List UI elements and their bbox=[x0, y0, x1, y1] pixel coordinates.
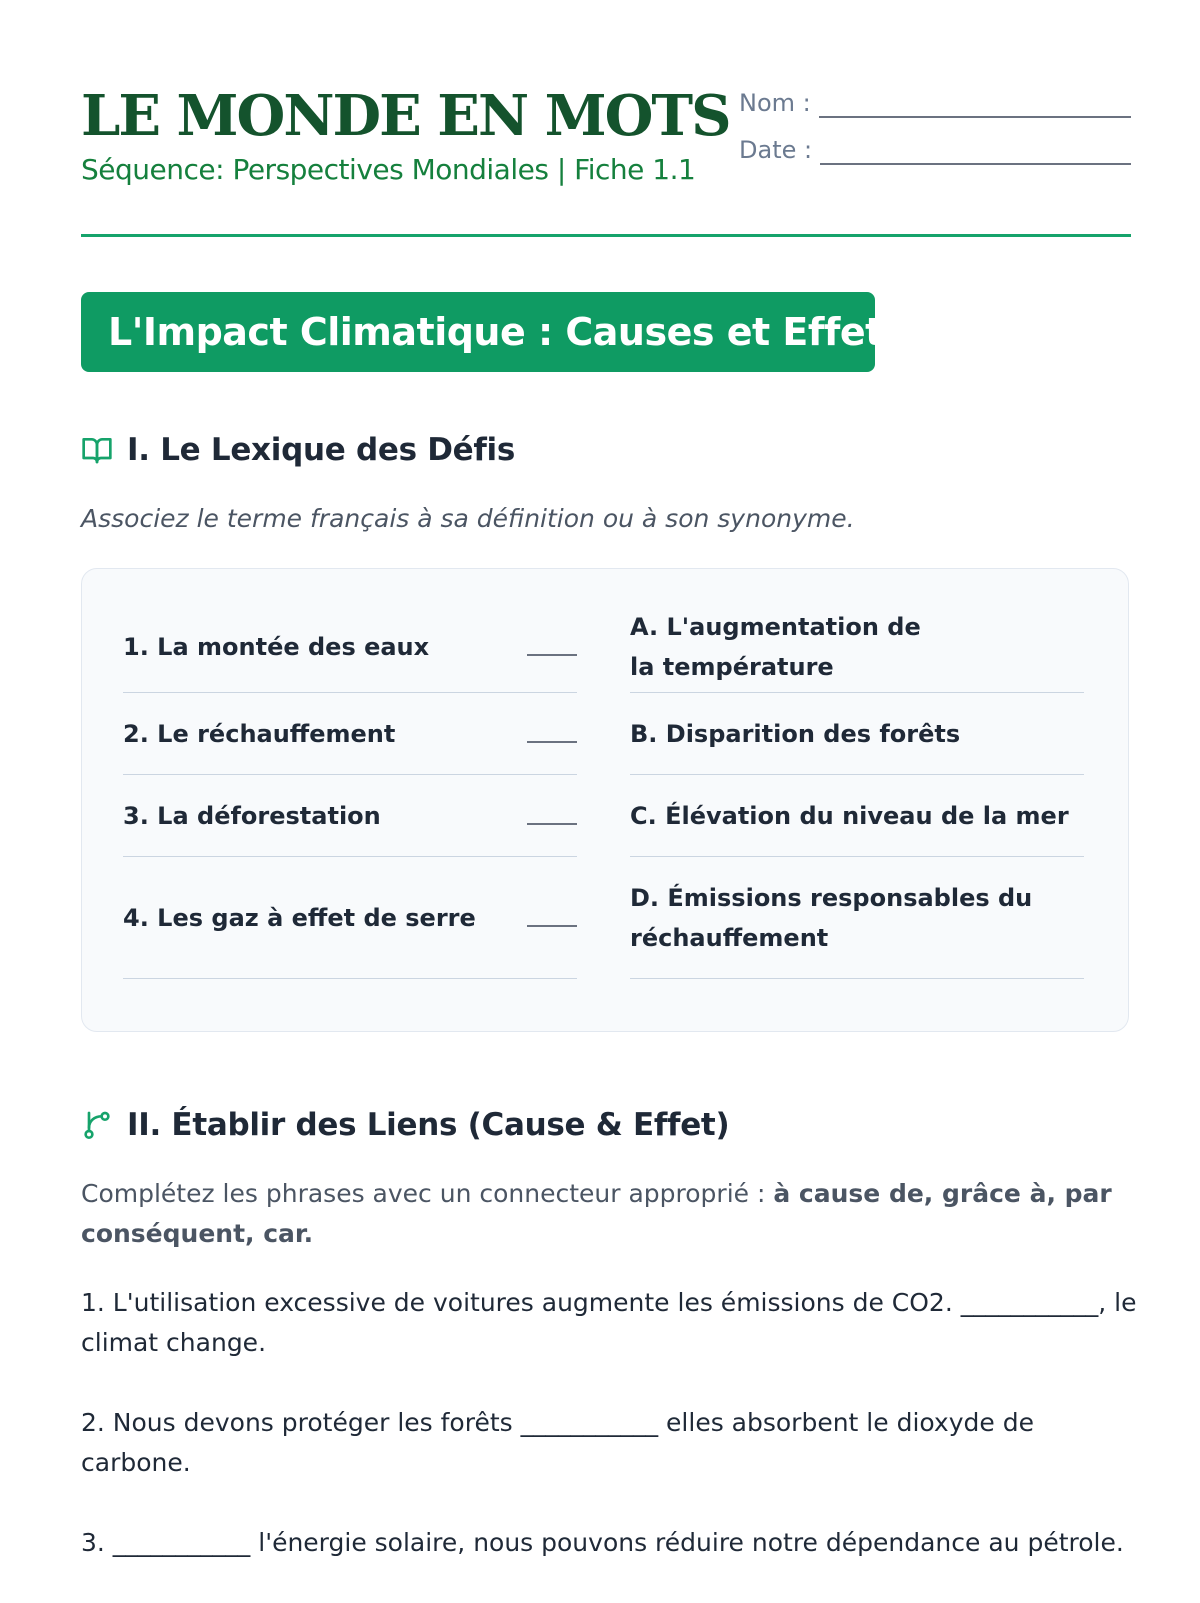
header-divider bbox=[81, 234, 1131, 237]
brand-title: LE MONDE EN MOTS bbox=[81, 83, 730, 149]
term-label: 1. La montée des eaux bbox=[123, 632, 430, 661]
sequence-subtitle: Séquence: Perspectives Mondiales | Fiche 1.1 bbox=[81, 153, 696, 186]
term-label: 4. Les gaz à effet de serre bbox=[123, 903, 476, 932]
date-field[interactable] bbox=[739, 135, 1131, 165]
answer-blank[interactable] bbox=[527, 654, 577, 656]
topic-title: L'Impact Climatique : Causes et Effets bbox=[108, 310, 905, 354]
name-field[interactable] bbox=[739, 88, 1131, 118]
term-label: 2. Le réchauffement bbox=[123, 719, 396, 748]
topic-banner bbox=[81, 292, 905, 372]
open-book-icon bbox=[81, 434, 113, 466]
answer-blank[interactable] bbox=[527, 925, 577, 927]
matching-instructions: Associez le terme français à sa définition ou à son synonyme. bbox=[81, 504, 855, 533]
connector-instructions bbox=[81, 1174, 1141, 1254]
definition-label: D. Émissions responsables du réchauffement bbox=[630, 883, 1033, 952]
worksheet-header bbox=[81, 84, 1131, 238]
connector-list: à cause de, grâce à, par conséquent, car. bbox=[81, 1179, 1112, 1248]
section-liens-heading bbox=[81, 1105, 729, 1145]
definition-row bbox=[630, 857, 1084, 979]
term-row bbox=[123, 601, 577, 693]
definition-row bbox=[630, 601, 1084, 693]
name-line[interactable] bbox=[819, 94, 1131, 118]
section-liens-title: II. Établir des Liens (Cause & Effet) bbox=[127, 1107, 730, 1143]
date-line[interactable] bbox=[820, 141, 1131, 165]
date-label: Date : bbox=[739, 136, 813, 164]
definition-label: A. L'augmentation de la température bbox=[630, 612, 921, 681]
section-lexique-title: I. Le Lexique des Défis bbox=[127, 432, 516, 468]
definitions-column bbox=[630, 601, 1084, 979]
term-label: 3. La déforestation bbox=[123, 801, 381, 830]
answer-blank[interactable] bbox=[527, 823, 577, 825]
terms-column bbox=[123, 601, 577, 979]
exercise-sentence: 1. L'utilisation excessive de voitures augmente les émissions de CO2. ___________, le climat change. bbox=[81, 1288, 1137, 1357]
definition-label: B. Disparition des forêts bbox=[630, 719, 961, 748]
definition-row bbox=[630, 693, 1084, 775]
definition-row bbox=[630, 775, 1084, 857]
connector-instructions-text: Complétez les phrases avec un connecteur approprié : bbox=[81, 1179, 774, 1208]
section-lexique-heading bbox=[81, 430, 515, 470]
matching-exercise bbox=[81, 568, 1129, 1032]
exercise-sentence: 2. Nous devons protéger les forêts ___________ elles absorbent le dioxyde de carbone. bbox=[81, 1408, 1034, 1477]
term-row bbox=[123, 857, 577, 979]
git-branch-icon bbox=[81, 1109, 113, 1141]
term-row bbox=[123, 775, 577, 857]
exercise-sentence: 3. ___________ l'énergie solaire, nous pouvons réduire notre dépendance au pétrole. bbox=[81, 1528, 1124, 1557]
term-row bbox=[123, 693, 577, 775]
name-label: Nom : bbox=[739, 89, 811, 117]
exercise-list bbox=[81, 1283, 1141, 1603]
definition-label: C. Élévation du niveau de la mer bbox=[630, 801, 1069, 830]
answer-blank[interactable] bbox=[527, 741, 577, 743]
